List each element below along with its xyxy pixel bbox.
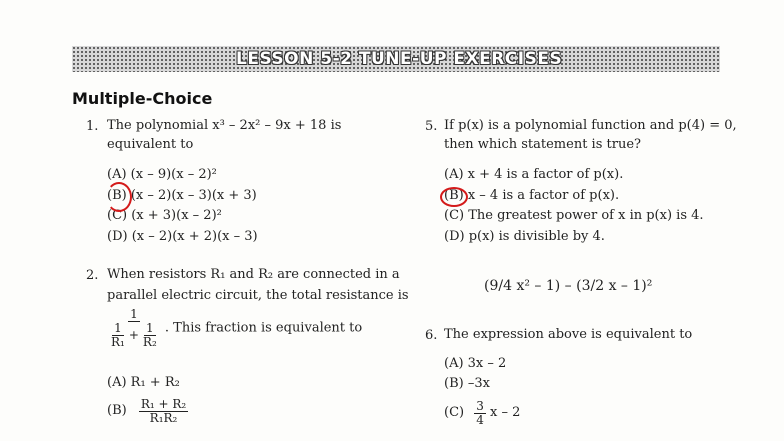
answer-choice-c[interactable]: (C) (x + 3)(x – 2)² bbox=[107, 208, 222, 223]
compound-fraction: 1 $\frac{1}{\text{R₁}}$ + $\frac{1}{\text{R₂}}$ bbox=[111, 307, 157, 350]
answer-choice-a[interactable]: (A) 3x – 2 bbox=[444, 356, 507, 371]
question-number: 1. bbox=[86, 119, 99, 134]
answer-choice-b[interactable]: (B) (x – 2)(x – 3)(x + 3) bbox=[107, 188, 257, 203]
answer-choice-b[interactable]: (B) $\frac{\text{R₁ + R₂}}{\text{R₁R₂}}$ bbox=[107, 397, 187, 426]
answer-choice-b[interactable]: (B) x – 4 is a factor of p(x). bbox=[444, 188, 620, 203]
question-stem: When resistors R₁ and R₂ are connected in a bbox=[107, 267, 400, 282]
answer-choice-b[interactable]: (B) –3x bbox=[444, 376, 490, 391]
question-stem: then which statement is true? bbox=[444, 137, 641, 152]
answer-choice-d[interactable]: (D) (x – 2)(x + 2)(x – 3) bbox=[107, 229, 258, 244]
answer-choice-c[interactable]: (C) $\frac{3}{4}$ x – 2 bbox=[444, 399, 521, 428]
section-heading: Multiple-Choice bbox=[72, 89, 213, 108]
question-stem: equivalent to bbox=[107, 137, 194, 152]
question-stem: If p(x) is a polynomial function and p(4) = 0, bbox=[444, 118, 737, 133]
answer-choice-a[interactable]: (A) x + 4 is a factor of p(x). bbox=[444, 167, 624, 182]
answer-choice-c[interactable]: (C) The greatest power of x in p(x) is 4. bbox=[444, 208, 704, 223]
answer-choice-a[interactable]: (A) (x – 9)(x – 2)² bbox=[107, 167, 217, 182]
handwritten-circle-mark bbox=[106, 182, 132, 212]
question-stem: parallel electric circuit, the total resistance is bbox=[107, 288, 409, 303]
resistance-fraction: 1 $\frac{1}{\text{R₁}}$ + $\frac{1}{\text{R₂}}$ . This fraction is equivalent to bbox=[107, 308, 362, 350]
handwritten-circle-mark bbox=[440, 187, 468, 207]
question-number: 6. bbox=[425, 328, 438, 343]
page-title: LESSON 5-2 TUNE-UP EXERCISES bbox=[236, 49, 563, 69]
question-number: 5. bbox=[425, 119, 438, 134]
question-stem: The expression above is equivalent to bbox=[444, 327, 693, 342]
question-number: 2. bbox=[86, 268, 99, 283]
question-stem: The polynomial x³ – 2x² – 9x + 18 is bbox=[107, 118, 342, 133]
answer-choice-a[interactable]: (A) R₁ + R₂ bbox=[107, 375, 180, 390]
math-expression: (9/4 x² – 1) – (3/2 x – 1)² bbox=[484, 278, 653, 294]
answer-choice-d[interactable]: (D) p(x) is divisible by 4. bbox=[444, 229, 605, 244]
